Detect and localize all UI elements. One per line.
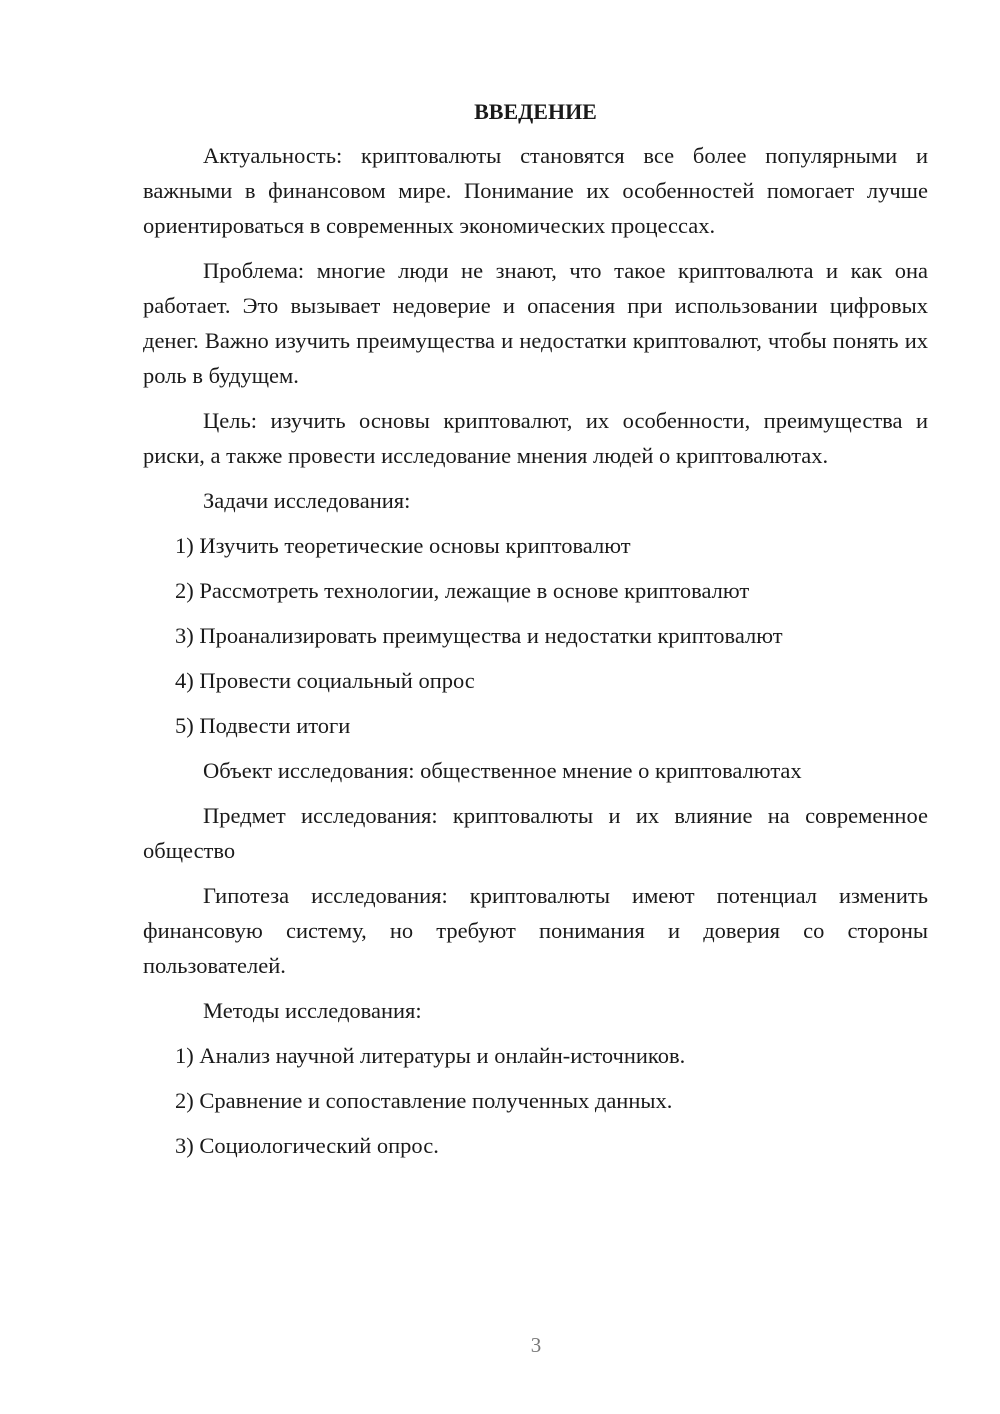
method-item: 3) Социологический опрос. — [175, 1133, 439, 1158]
subject-paragraph: Предмет исследования: криптовалюты и их влияние на современное общество — [143, 803, 928, 863]
section-title: ВВЕДЕНИЕ — [474, 99, 597, 124]
goal-paragraph: Цель: изучить основы криптовалют, их особенности, преимущества и риски, а также провести исследование мнения людей о криптовалютах. — [143, 408, 928, 468]
page-number: 3 — [530, 1333, 542, 1357]
page-content — [143, 96, 928, 1173]
task-item: 5) Подвести итоги — [175, 713, 351, 738]
task-item: 3) Проанализировать преимущества и недостатки криптовалют — [175, 623, 783, 648]
method-item: 1) Анализ научной литературы и онлайн-источников. — [175, 1043, 686, 1068]
task-item: 4) Провести социальный опрос — [175, 668, 475, 693]
task-item: 1) Изучить теоретические основы криптовалют — [175, 533, 631, 558]
tasks-heading: Задачи исследования: — [203, 488, 411, 513]
object-paragraph: Объект исследования: общественное мнение о криптовалютах — [203, 758, 802, 783]
relevance-paragraph: Актуальность: криптовалюты становятся все более популярными и важными в финансовом мире. Понимание их особенностей помогает лучше ориентироваться в современных экономических процессах. — [143, 143, 928, 238]
problem-paragraph: Проблема: многие люди не знают, что такое криптовалюта и как она работает. Это вызывает недоверие и опасения при использовании цифровых денег. Важно изучить преимущества и недостатки криптовалют, чтобы понять их роль в будущем. — [143, 258, 928, 388]
methods-heading: Методы исследования: — [203, 998, 422, 1023]
method-item: 2) Сравнение и сопоставление полученных данных. — [175, 1088, 673, 1113]
task-item: 2) Рассмотреть технологии, лежащие в основе криптовалют — [175, 578, 750, 603]
hypothesis-paragraph: Гипотеза исследования: криптовалюты имеют потенциал изменить финансовую систему, но требуют понимания и доверия со стороны пользователей. — [143, 883, 928, 978]
